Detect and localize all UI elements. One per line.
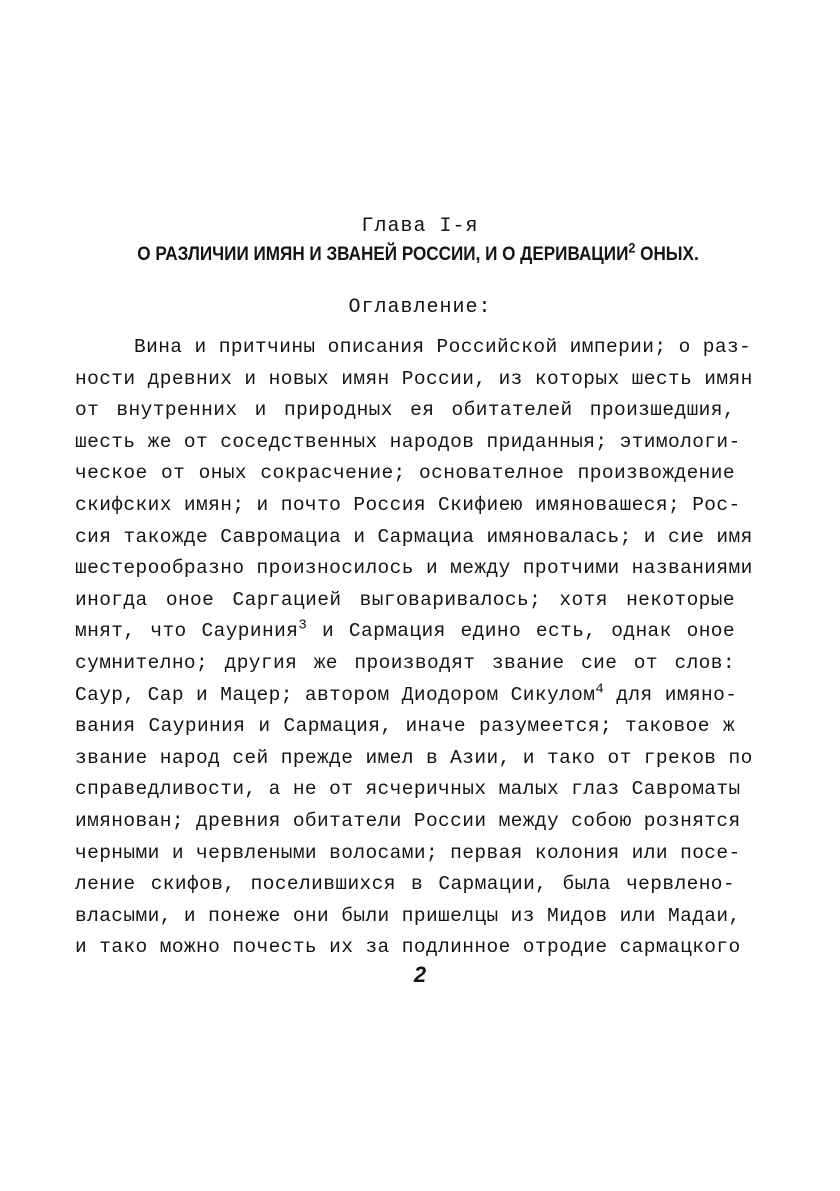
toc-line-text: вания Сауриния и Сармация, иначе разумеется; таковое ж	[75, 715, 735, 738]
footnote-ref: 3	[298, 617, 308, 634]
toc-line-text: звание народ сей прежде имел в Азии, и тако от греков по	[75, 746, 753, 769]
toc-line	[75, 617, 735, 643]
toc-line	[75, 873, 735, 895]
chapter-title	[103, 239, 733, 266]
toc-line-text: Вина и притчины описания Российской империи; о раз-	[134, 336, 752, 358]
toc-line-text: от внутренних и природных ея обитателей произшедшия,	[75, 399, 735, 422]
toc-line-text: сумнително; другия же производят звание сие от слов:	[75, 652, 735, 674]
toc-line	[75, 652, 735, 674]
chapter-title-end: ОНЫХ.	[635, 244, 699, 265]
toc-line	[75, 494, 741, 516]
toc-line-text-cont: для имяно-	[604, 683, 738, 706]
toc-line-text: мнят, что Сауриния	[75, 620, 299, 643]
toc-line	[75, 367, 753, 390]
toc-line	[75, 715, 735, 737]
toc-line	[75, 904, 741, 927]
toc-line-text: ческое от оных сокрасчение; основателное произвождение	[75, 462, 735, 485]
toc-line-text: имянован; древния обитатели России между собою рознятся	[75, 810, 741, 832]
toc-line-text: Саур, Сар и Мацер; автором Диодором Сикулом	[75, 683, 596, 706]
toc-line-text: и тако можно почесть их за подлинное отродие сармацкого	[75, 936, 741, 959]
toc-line-text: власыми, и понеже они были пришелцы из Мидов или Мадаи,	[75, 904, 741, 927]
toc-line-text: шестерообразно произносилось и между протчими названиями	[75, 557, 753, 580]
toc-line	[75, 841, 741, 864]
toc-line	[75, 462, 735, 484]
chapter-heading: Глава I-я	[361, 215, 479, 238]
toc-line-text: скифских имян; и почто Россия Скифиею имяновашеся; Рос-	[75, 494, 741, 516]
toc-line	[75, 557, 753, 580]
toc-line	[75, 810, 741, 832]
toc-line-text: шесть же от соседственных народов приданныя; этимологи-	[75, 430, 741, 453]
toc-line	[75, 525, 753, 548]
toc-line-text: сия такожде Савромациа и Сармациа имяновалась; и сие имя	[75, 525, 753, 548]
toc-line	[75, 681, 738, 706]
toc-line-text: справедливости, а не от ясчеричных малых глаз Савроматы	[75, 778, 741, 801]
toc-heading: Оглавление:	[348, 296, 492, 319]
toc-line-text: ление скифов, поселившихся в Сармации, была червлено-	[75, 873, 735, 896]
page-number: 2	[413, 962, 427, 987]
footnote-ref: 4	[595, 681, 605, 698]
toc-line	[75, 589, 735, 611]
toc-line-text: иногда оное Саргацией выговаривалось; хотя некоторые	[75, 588, 735, 611]
toc-line	[75, 746, 753, 769]
toc-line	[75, 399, 735, 421]
toc-line	[75, 430, 741, 453]
toc-line	[134, 336, 752, 358]
toc-line	[75, 778, 741, 801]
toc-line-text: ности древних и новых имян России, из которых шесть имян	[75, 367, 753, 390]
toc-line-text: черными и червлеными волосами; первая колония или посе-	[75, 841, 741, 864]
chapter-title-text: О РАЗЛИЧИИ ИМЯН И ЗВАНЕЙ РОССИИ, И О ДЕРИВАЦИИ	[137, 244, 629, 265]
footnote-ref-2: 2	[628, 239, 636, 256]
toc-line-text-cont: и Сармация едино есть, однак оное	[307, 620, 735, 643]
toc-line	[75, 936, 741, 959]
